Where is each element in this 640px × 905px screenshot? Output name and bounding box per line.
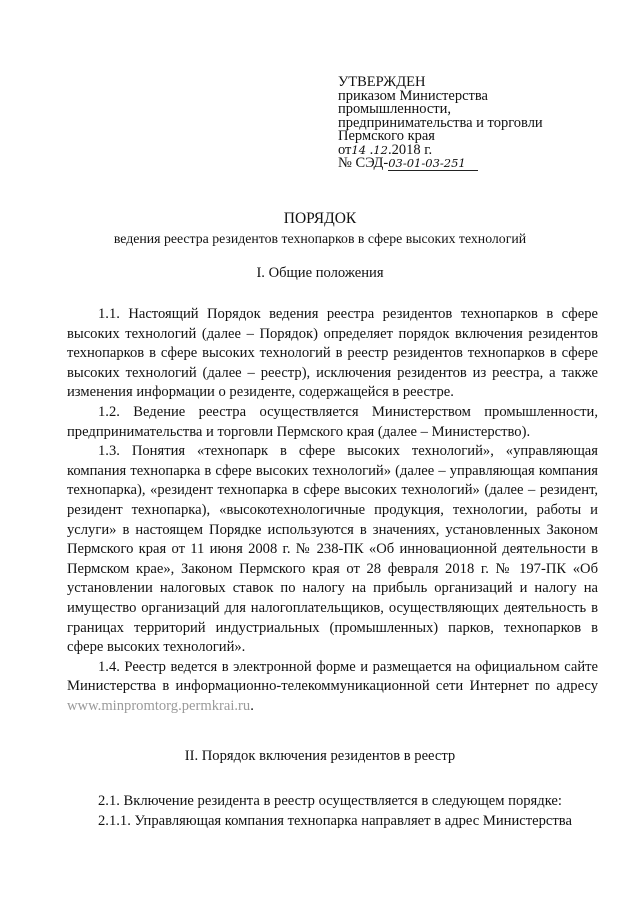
- paragraph-2-1: 2.1. Включение резидента в реестр осуществляется в следующем порядке:: [98, 793, 562, 809]
- approval-line: промышленности,: [338, 101, 452, 117]
- section-1-body: [67, 305, 598, 716]
- handwritten-month: 12: [373, 142, 388, 157]
- approval-line: Пермского края: [338, 128, 435, 144]
- paragraph-1-3: 1.3. Понятия «технопарк в сфере высоких технологий», «управляющая компания технопарка в сфере высоких технологий» (далее – управляющая компания технопарка), «резидент технопарка в сфере высоких технологий» (далее – резидент, резидент технопарка), «высокотехнологичные продукция, технологии, работы и услуги» в настоящем Порядке используются в значениях, установленных Законом Пермского края от 11 июня 2008 г. № 238-ПК «Об инновационной деятельности в Пермском крае», Законом Пермского края от 28 февраля 2018 г. № 197-ПК «Об установлении налоговых ставок по налогу на прибыль организаций и налогу на имущество организаций для налогоплательщиков, осуществляющих деятельность в границах территорий индустриальных (промышленных) парков, технопарков в сфере высоких технологий».: [67, 443, 598, 656]
- approval-number: № СЭД-03-01-03-251: [338, 157, 578, 171]
- paragraph-1-2: 1.2. Ведение реестра осуществляется Министерством промышленности, предпринимательства и торговли Пермского края (далее – Министерство).: [67, 403, 598, 440]
- approval-stamp: [338, 76, 578, 171]
- section-heading-2: II. Порядок включения резидентов в реестр: [184, 748, 456, 764]
- document-title: ПОРЯДОК: [283, 210, 357, 227]
- paragraph-2-1-1: 2.1.1. Управляющая компания технопарка направляет в адрес Министерства: [98, 812, 572, 829]
- handwritten-number: 03-01-03-251: [388, 156, 478, 171]
- approval-line: приказом Министерства: [338, 87, 488, 104]
- paragraph-1-1: 1.1. Настоящий Порядок ведения реестра резидентов технопарков в сфере высоких технологий (далее – Порядок) определяет порядок включения резидентов технопарков в сфере высоких технологий в реестр резидентов технопарков в сфере высоких технологий (далее – реестр), исключения резидентов из реестра, а также изменения информации о резиденте, содержащейся в реестре.: [67, 306, 598, 401]
- section-2-body: [67, 792, 598, 831]
- paragraph-1-4: 1.4. Реестр ведется в электронной форме и размещается на официальном сайте Министерства в информационно-телекоммуникационной сети Интернет по адресу www.minpromtorg.permkrai.ru.: [67, 658, 598, 714]
- approval-title: УТВЕРЖДЕН: [338, 74, 426, 90]
- website-link[interactable]: www.minpromtorg.permkrai.ru: [67, 697, 251, 714]
- section-heading-1: I. Общие положения: [256, 265, 384, 281]
- document-subtitle: ведения реестра резидентов технопарков в сфере высоких технологий: [113, 231, 527, 246]
- approval-line: предпринимательства и торговли: [338, 114, 543, 131]
- approval-date: от14 .12.2018 г.: [338, 141, 433, 158]
- handwritten-day: 14: [351, 142, 367, 157]
